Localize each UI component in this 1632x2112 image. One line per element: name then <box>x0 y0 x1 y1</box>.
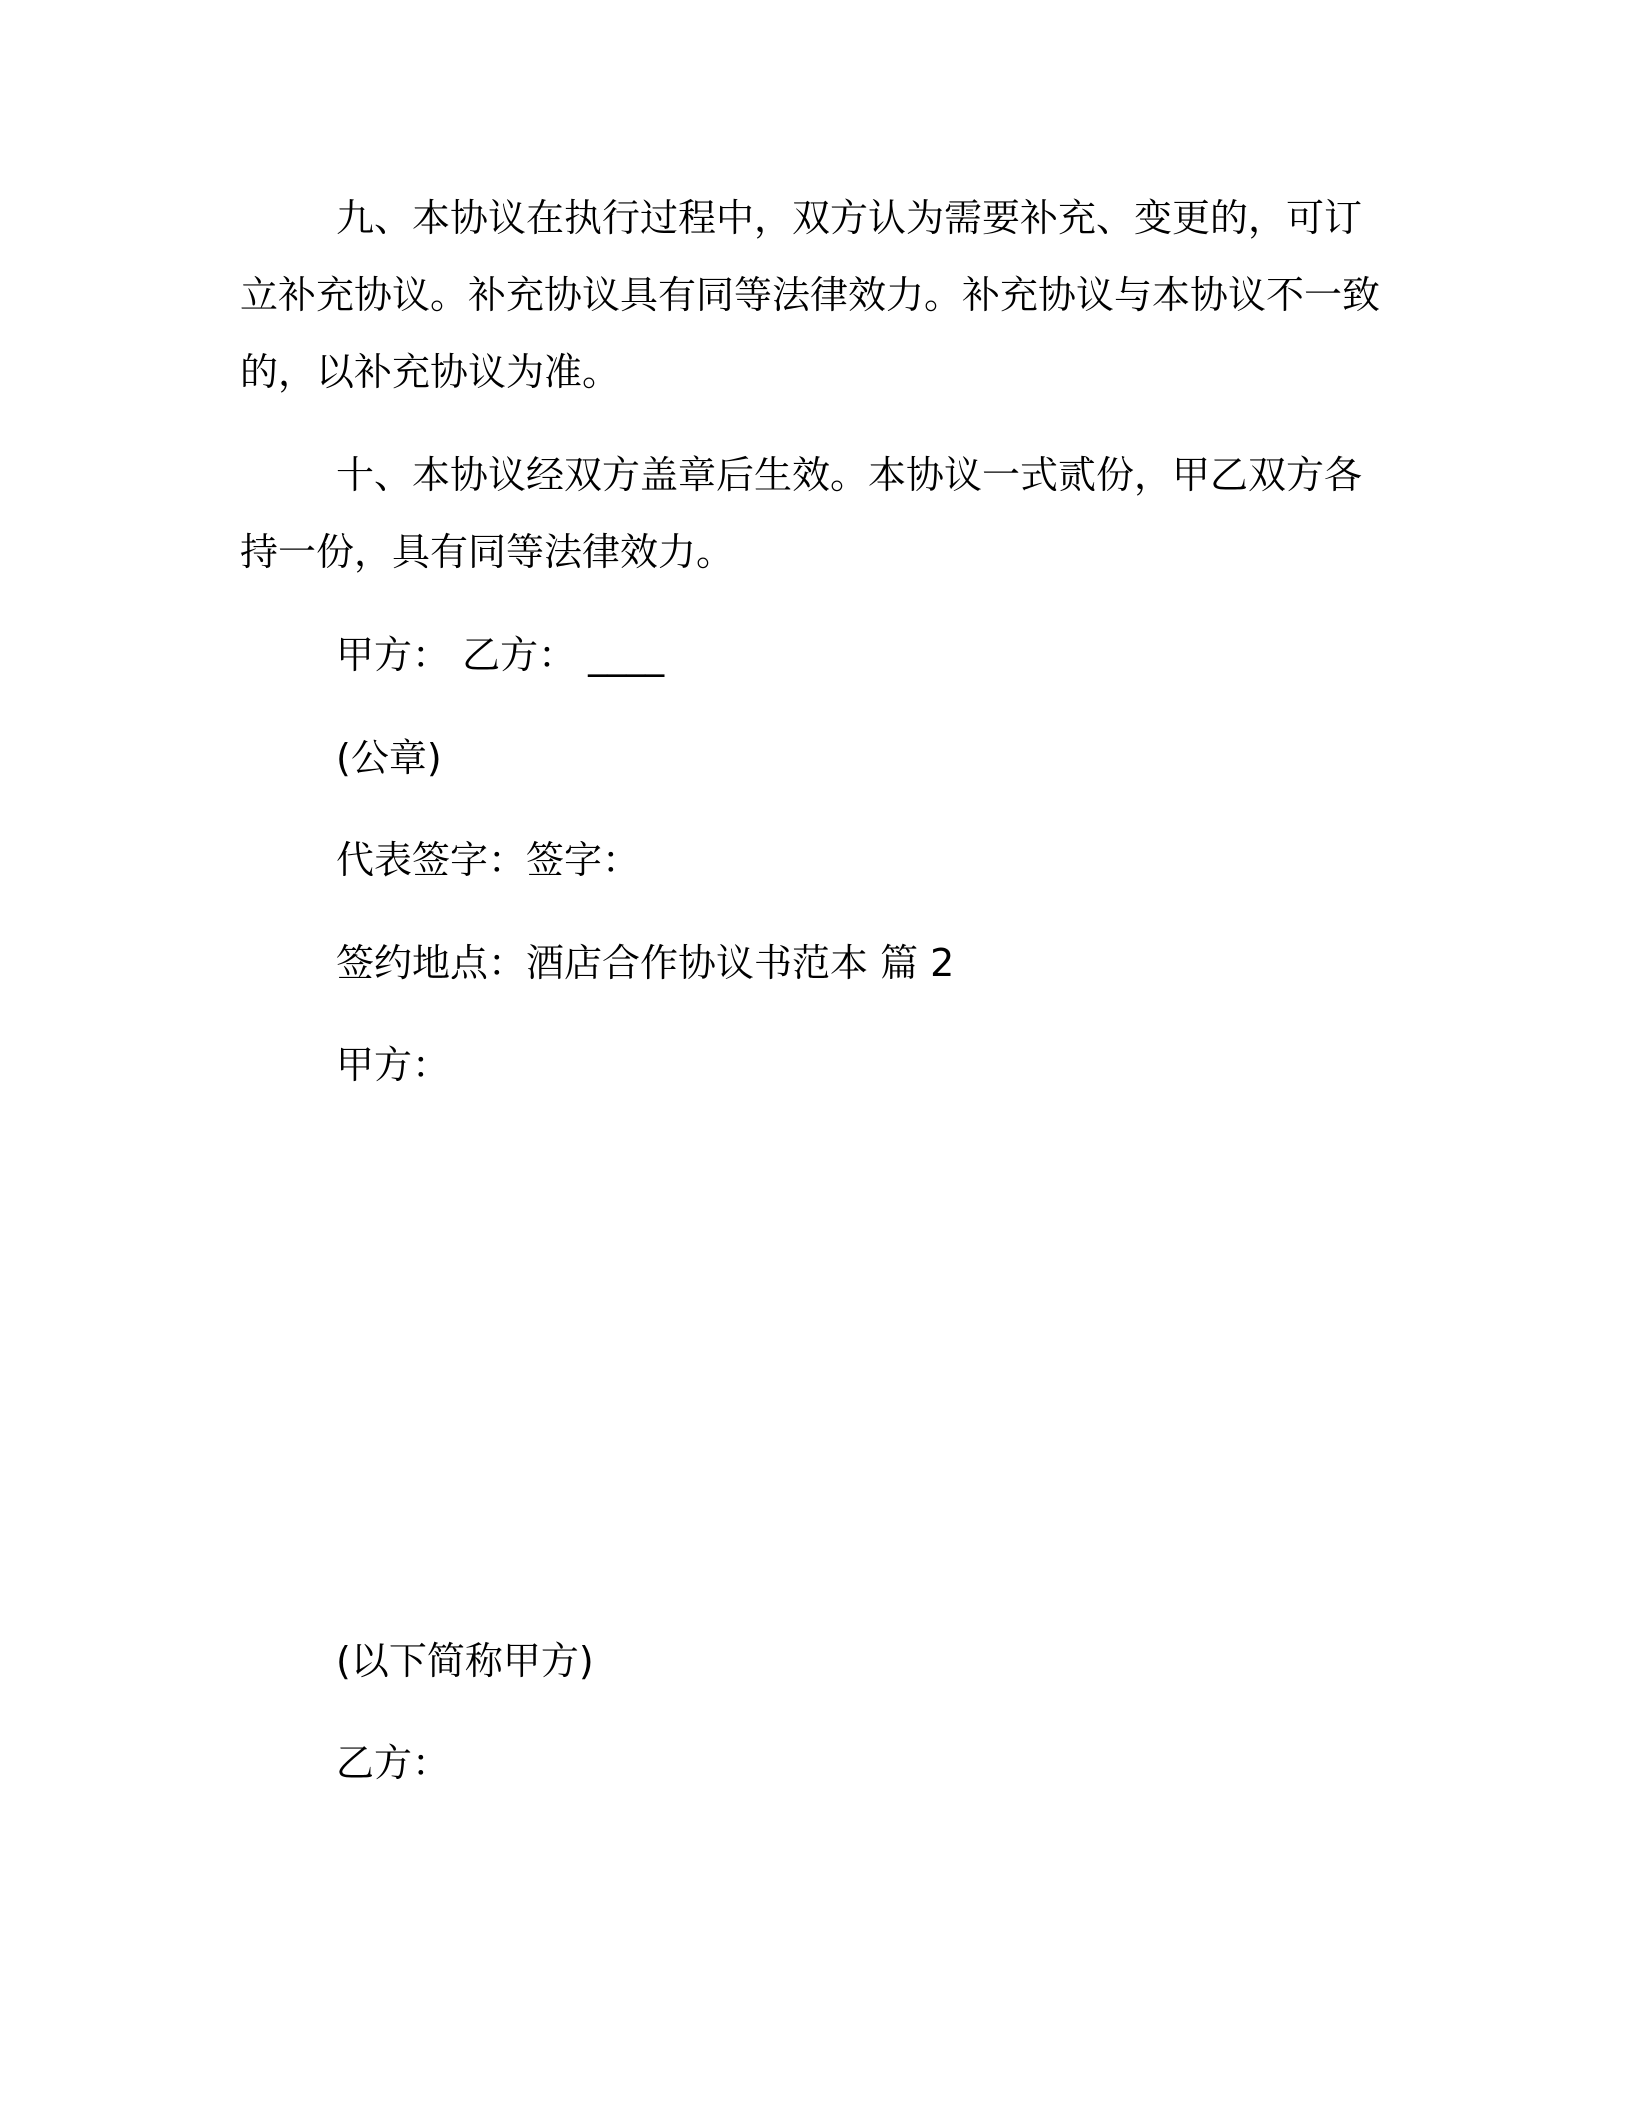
party-a-abbreviation: (以下简称甲方) <box>336 1639 594 1683</box>
clause-ten: 十、本协议经双方盖章后生效。本协议一式贰份，甲乙双方各持一份，具有同等法律效力。 <box>240 453 1363 574</box>
party-a-label: 甲方： <box>336 1043 451 1087</box>
party-b-label: 乙方： <box>336 1741 451 1785</box>
seal-label: (公章) <box>336 736 442 780</box>
signing-place-label: 签约地点：酒店合作协议书范本 篇 2 <box>336 941 955 985</box>
representative-signature-label: 代表签字：签字： <box>336 838 641 882</box>
clause-nine: 九、本协议在执行过程中，双方认为需要补充、变更的，可订立补充协议。补充协议具有同等法律效力。补充协议与本协议不一致的，以补充协议为准。 <box>240 196 1381 394</box>
party-signature-line: 甲方： 乙方： ____ <box>336 633 665 677</box>
